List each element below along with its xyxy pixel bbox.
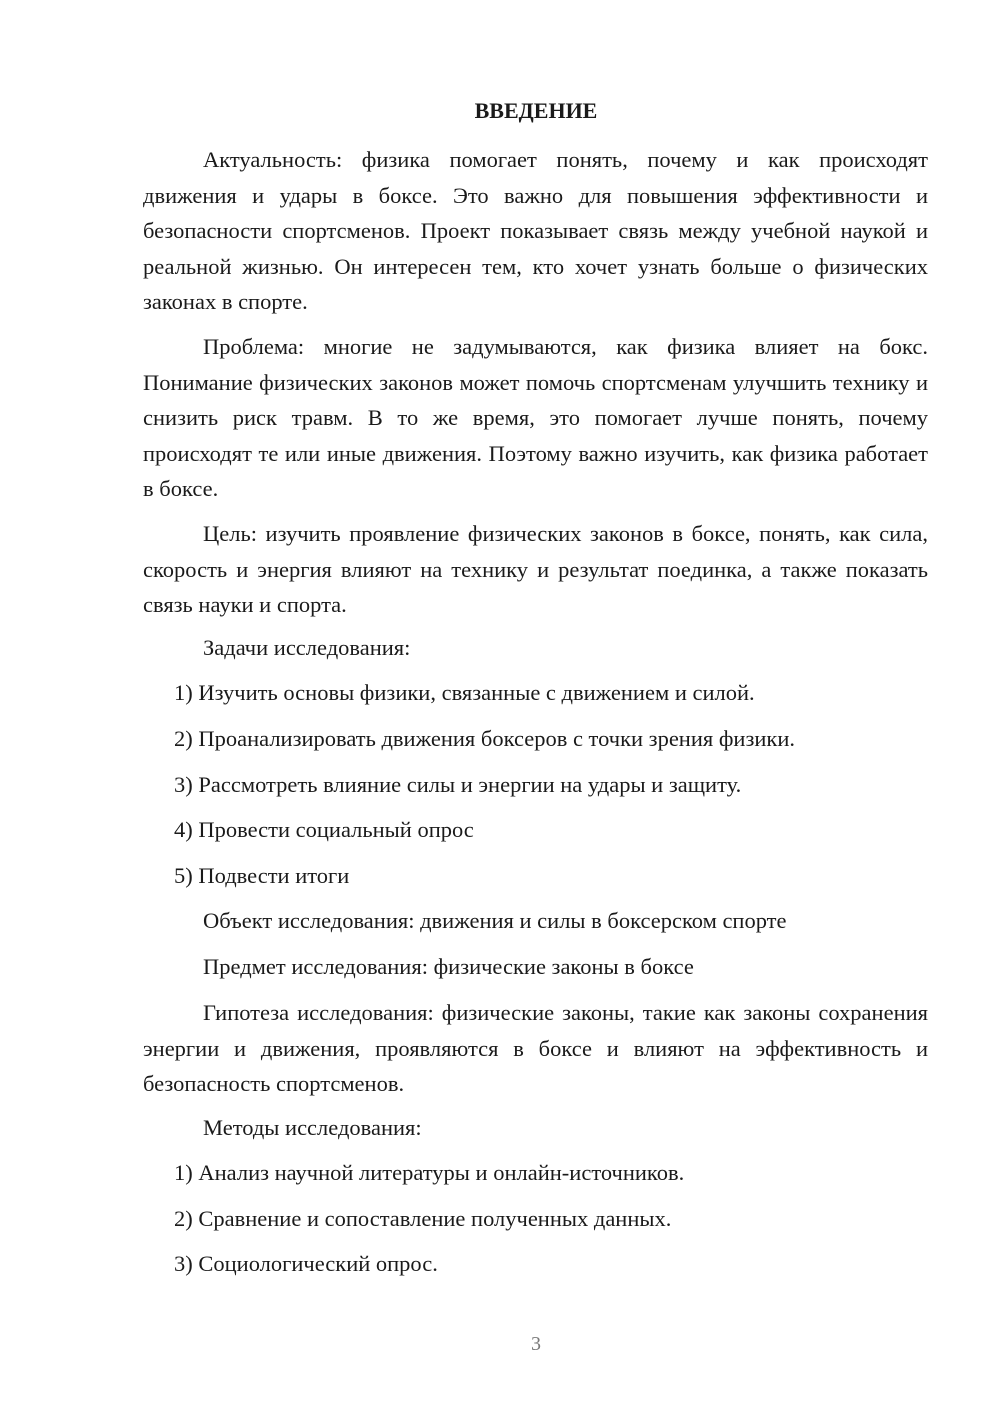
method-item-3: 3) Социологический опрос.: [174, 1251, 438, 1276]
method-item-2: 2) Сравнение и сопоставление полученных данных.: [174, 1206, 672, 1231]
page-number: 3: [531, 1333, 541, 1355]
task-item-3: 3) Рассмотреть влияние силы и энергии на удары и защиту.: [174, 772, 742, 797]
hypothesis-paragraph: Гипотеза исследования: физические законы, такие как законы сохранения энергии и движения, проявляются в боксе и влияют на эффективность и безопасность спортсменов.: [143, 1000, 928, 1096]
task-item-4: 4) Провести социальный опрос: [174, 817, 474, 842]
tasks-heading: Задачи исследования:: [203, 635, 411, 660]
task-item-2: 2) Проанализировать движения боксеров с точки зрения физики.: [174, 726, 796, 751]
research-object: Объект исследования: движения и силы в боксерском спорте: [203, 908, 787, 933]
task-item-1: 1) Изучить основы физики, связанные с движением и силой.: [174, 680, 755, 705]
methods-heading: Методы исследования:: [203, 1115, 422, 1140]
section-heading: ВВЕДЕНИЕ: [474, 98, 598, 123]
relevance-paragraph: Актуальность: физика помогает понять, почему и как происходят движения и удары в боксе. Это важно для повышения эффективности и безопасности спортсменов. Проект показывает связь между учебной наукой и реальной жизнью. Он интересен тем, кто хочет узнать больше о физических законах в спорте.: [143, 147, 928, 314]
problem-paragraph: Проблема: многие не задумываются, как физика влияет на бокс. Понимание физических законов может помочь спортсменам улучшить технику и снизить риск травм. В то же время, это помогает лучше понять, почему происходят те или иные движения. Поэтому важно изучить, как физика работает в боксе.: [143, 334, 928, 501]
method-item-1: 1) Анализ научной литературы и онлайн-источников.: [174, 1160, 685, 1185]
goal-paragraph: Цель: изучить проявление физических законов в боксе, понять, как сила, скорость и энергия влияют на технику и результат поединка, а также показать связь науки и спорта.: [143, 521, 928, 617]
task-item-5: 5) Подвести итоги: [174, 863, 350, 888]
research-subject: Предмет исследования: физические законы в боксе: [203, 954, 694, 979]
